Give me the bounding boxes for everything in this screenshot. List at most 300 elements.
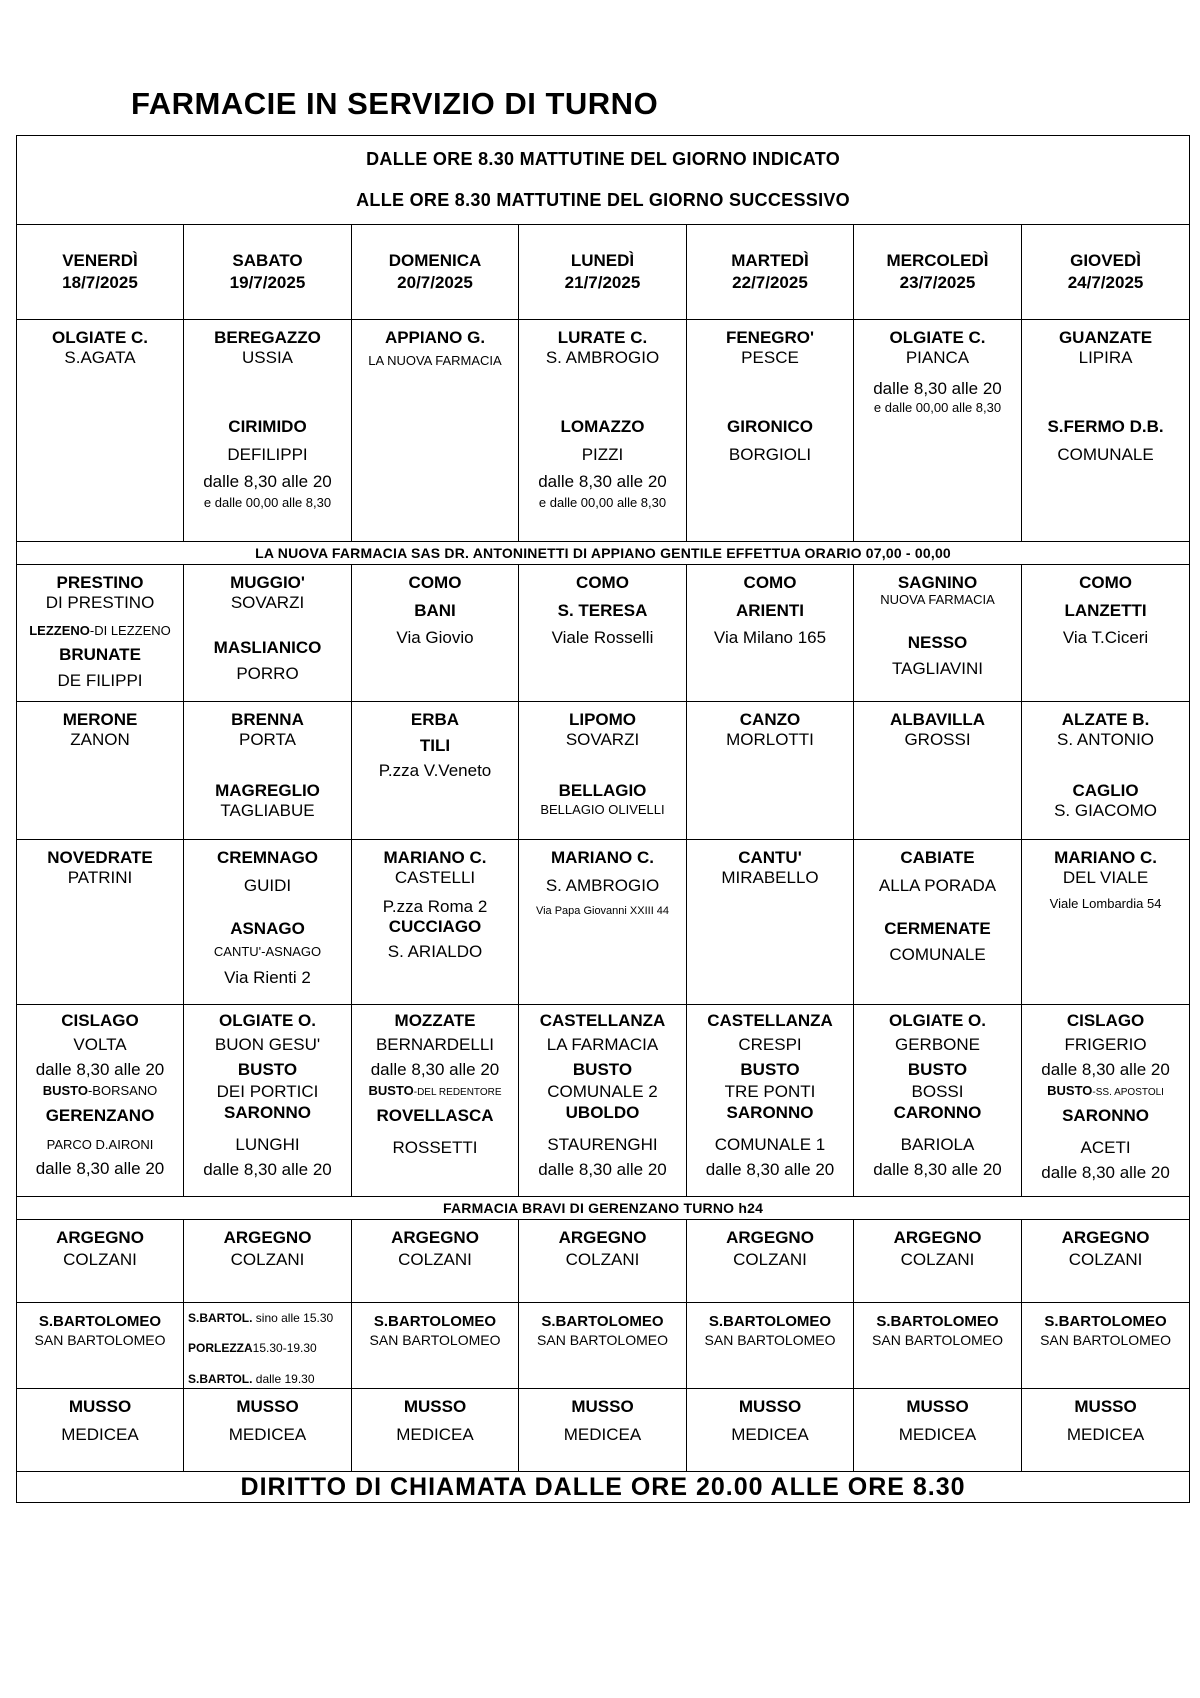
day-date: 24/7/2025: [1067, 273, 1144, 292]
pharmacy-name: PIZZI: [581, 444, 624, 464]
duty-cell: [854, 320, 1022, 542]
pharmacy-name: BARIOLA: [900, 1134, 975, 1154]
day-date: 18/7/2025: [62, 273, 138, 292]
town-name: BUSTO: [368, 1082, 414, 1098]
pharmacy-name: DEFILIPPI: [227, 444, 308, 464]
town-name: CUCCIAGO: [388, 916, 482, 936]
pharmacy-name: COMUNALE: [889, 944, 986, 964]
town-name: LEZZENO: [29, 623, 90, 639]
hours-text: e dalle 00,00 alle 8,30: [538, 494, 667, 510]
town-name: OLGIATE O.: [219, 1011, 316, 1030]
duty-row: [17, 1389, 1190, 1472]
pharmacy-name: CRESPI: [738, 1034, 802, 1054]
day-name: GIOVEDÌ: [1070, 251, 1141, 271]
hours-text: dalle 8,30 alle 20: [538, 472, 667, 492]
duty-cell: [352, 702, 519, 840]
pharmacy-name: MORLOTTI: [726, 729, 814, 749]
extra-pharmacy: [17, 624, 183, 639]
town-name: CASTELLANZA: [707, 1011, 833, 1030]
town-name: CREMNAGO: [216, 848, 319, 867]
duty-cell: [1022, 1303, 1190, 1389]
hours-text: dalle 8,30 alle 20: [705, 1160, 835, 1180]
pharmacy-name: S. AMBROGIO: [545, 875, 660, 895]
duty-row: [17, 565, 1190, 702]
duty-cell: [17, 565, 184, 702]
town-name: SARONNO: [726, 1103, 814, 1123]
pharmacy-name: GERBONE: [894, 1034, 981, 1054]
pharmacy-name: COLZANI: [63, 1249, 137, 1269]
town-name: CISLAGO: [1066, 1011, 1145, 1030]
day-header: [17, 225, 184, 320]
duty-cell: [687, 702, 854, 840]
pharmacy-name: PORRO: [236, 663, 299, 683]
duty-cell: [1022, 1005, 1190, 1197]
town-name: MUSSO: [68, 1397, 132, 1417]
pharmacy-name: COLZANI: [398, 1249, 472, 1269]
duty-cell: [352, 565, 519, 702]
duty-cell: [687, 840, 854, 1005]
pharmacy-name: DEL VIALE: [1062, 867, 1149, 887]
pharmacy-name: PESCE: [741, 347, 799, 367]
duty-cell: [854, 840, 1022, 1005]
duty-cell: [184, 702, 352, 840]
days-row: [17, 225, 1190, 320]
duty-cell: [854, 1389, 1022, 1472]
town-name: APPIANO G.: [384, 328, 486, 347]
pharmacy-name: MEDICEA: [396, 1424, 474, 1444]
hours-text: dalle 8,30 alle 20: [873, 379, 1002, 399]
pharmacy-name: SAN BARTOLOMEO: [704, 1332, 836, 1349]
town-name: S.BARTOL.: [188, 1311, 253, 1325]
town-name: MASLIANICO: [213, 638, 322, 658]
pharmacy-name: COLZANI: [565, 1249, 640, 1269]
duty-row: [17, 1303, 1190, 1389]
day-name: MARTEDÌ: [731, 251, 809, 271]
duty-cell: [184, 1220, 352, 1303]
pharmacy-name: CASTELLI: [394, 867, 476, 887]
town-name: OLGIATE O.: [889, 1011, 986, 1030]
footer-row: [17, 1472, 1190, 1503]
duty-cell: [519, 1220, 687, 1303]
day-date: 22/7/2025: [732, 273, 808, 292]
town-name: CAGLIO: [1072, 781, 1139, 801]
pharmacy-name: BOSSI: [911, 1081, 964, 1101]
town-name: MUSSO: [738, 1397, 802, 1417]
town-name: MUSSO: [906, 1397, 969, 1417]
duty-cell: [519, 1389, 687, 1472]
pharmacy-name: GROSSI: [904, 729, 971, 749]
hours-text: dalle 8,30 alle 20: [203, 1160, 332, 1180]
town-name: S.BARTOLOMEO: [876, 1313, 999, 1330]
schedule-line: [188, 1339, 351, 1357]
pharmacy-name: GUIDI: [243, 875, 292, 895]
duty-cell: [352, 1303, 519, 1389]
town-name: BUSTO: [1047, 1082, 1093, 1098]
town-name: BUSTO: [907, 1060, 968, 1080]
town-name: COMO: [408, 573, 462, 592]
town-name: S.BARTOLOMEO: [38, 1313, 162, 1330]
day-date: 20/7/2025: [397, 273, 473, 292]
pharmacy-name: SAN BARTOLOMEO: [872, 1332, 1003, 1349]
hours-text: dalle 19.30: [252, 1371, 315, 1386]
duty-cell: [1022, 702, 1190, 840]
busto-pharmacy: [1022, 1082, 1189, 1100]
pharmacy-name: MEDICEA: [61, 1424, 139, 1444]
town-name: PRESTINO: [56, 573, 144, 592]
pharmacy-name: BORGIOLI: [728, 444, 812, 464]
pharmacy-name: CANTU'-ASNAGO: [213, 943, 322, 959]
address-text: P.zza Roma 2: [382, 897, 488, 917]
duty-cell: [1022, 840, 1190, 1005]
duty-row: [17, 1005, 1190, 1197]
pharmacy-name: BERNARDELLI: [375, 1034, 495, 1054]
duty-cell: [17, 702, 184, 840]
pharmacy-name: STAURENGHI: [547, 1134, 658, 1154]
pharmacy-name: S. TERESA: [557, 600, 648, 620]
duty-cell: [17, 1005, 184, 1197]
duty-cell: [854, 1303, 1022, 1389]
pharmacy-name: FRIGERIO: [1064, 1034, 1147, 1054]
town-name: ARGEGNO: [558, 1228, 647, 1247]
duty-cell: [687, 1389, 854, 1472]
town-name: MERONE: [62, 710, 138, 729]
pharmacy-name: MEDICEA: [228, 1424, 307, 1444]
pharmacy-name: TRE PONTI: [724, 1081, 816, 1101]
pharmacy-name: COLZANI: [900, 1249, 975, 1269]
town-name: ARGEGNO: [56, 1228, 144, 1247]
pharmacy-name: USSIA: [241, 347, 294, 367]
town-name: PORLEZZA: [188, 1341, 253, 1356]
duty-cell: [687, 320, 854, 542]
hours-text: dalle 8,30 alle 20: [873, 1160, 1002, 1180]
town-name: COMO: [743, 573, 797, 592]
pharmacy-name: TILI: [419, 735, 451, 755]
day-header: [184, 225, 352, 320]
hours-text: dalle 8,30 alle 20: [203, 472, 332, 492]
town-name: FENEGRO': [725, 328, 815, 347]
town-name: MARIANO C.: [383, 848, 487, 867]
hours-text: e dalle 00,00 alle 8,30: [873, 399, 1002, 415]
pharmacy-name: S.AGATA: [64, 347, 136, 367]
pharmacy-name: LA NUOVA FARMACIA: [368, 352, 502, 368]
duty-cell: [1022, 1220, 1190, 1303]
address-text: Via Papa Giovanni XXIII 44: [535, 905, 670, 918]
town-name: ALZATE B.: [1061, 710, 1150, 729]
town-name: ARGEGNO: [223, 1228, 312, 1247]
hours-text: sino alle 15.30: [252, 1311, 334, 1325]
address-text: P.zza V.Veneto: [378, 761, 492, 781]
pharmacy-name: S. ARIALDO: [387, 942, 483, 962]
town-name: CASTELLANZA: [539, 1011, 666, 1030]
town-name: LOMAZZO: [560, 417, 645, 437]
duty-cell: [519, 320, 687, 542]
duty-cell: [1022, 320, 1190, 542]
pharmacy-name: ACETI: [1080, 1137, 1131, 1157]
hours-text: dalle 8,30 alle 20: [1041, 1163, 1170, 1183]
duty-cell: [184, 320, 352, 542]
town-name: MUGGIO': [230, 573, 305, 592]
duty-cell: [184, 1389, 352, 1472]
pharmacy-name: SOVARZI: [565, 729, 640, 749]
duty-cell: [519, 1005, 687, 1197]
hours-text: dalle 8,30 alle 20: [538, 1160, 667, 1180]
pharmacy-name: MEDICEA: [898, 1424, 977, 1444]
footer-note: DIRITTO DI CHIAMATA DALLE ORE 20.00 ALLE ORE 8.30: [17, 1472, 1190, 1503]
day-header: [687, 225, 854, 320]
town-name: COMO: [576, 573, 629, 592]
pharmacy-name: DE FILIPPI: [57, 670, 143, 690]
town-name: CIRIMIDO: [228, 417, 307, 437]
pharmacy-name: NUOVA FARMACIA: [880, 591, 995, 607]
address-text: Via Rienti 2: [224, 967, 311, 987]
note-appiano: LA NUOVA FARMACIA SAS DR. ANTONINETTI DI APPIANO GENTILE EFFETTUA ORARIO 07,00 - 00,00: [17, 542, 1190, 565]
town-name: LURATE C.: [557, 328, 648, 347]
pharmacy-name: DI PRESTINO: [45, 592, 155, 612]
schedule-header: [17, 136, 1190, 225]
town-name: MARIANO C.: [551, 848, 654, 867]
hours-text: 15.30-19.30: [252, 1341, 317, 1356]
pharmacy-name: TAGLIAVINI: [891, 659, 983, 679]
town-name: ARGEGNO: [893, 1228, 982, 1247]
duty-cell: [352, 320, 519, 542]
pharmacy-name: S. GIACOMO: [1054, 800, 1158, 820]
town-name: ARGEGNO: [726, 1228, 814, 1247]
pharmacy-name: COLZANI: [733, 1249, 807, 1269]
day-name: VENERDÌ: [62, 251, 138, 271]
town-name: BUSTO: [740, 1060, 800, 1080]
town-name: MOZZATE: [394, 1011, 476, 1030]
town-name: OLGIATE C.: [889, 328, 986, 347]
town-name: BEREGAZZO: [214, 328, 321, 347]
pharmacy-name: PARCO D.AIRONI: [46, 1136, 154, 1152]
pharmacy-name: SAN BARTOLOMEO: [537, 1332, 668, 1349]
duty-row: [17, 1220, 1190, 1303]
duty-cell: [352, 1005, 519, 1197]
duty-cell: [352, 1220, 519, 1303]
town-name: S.BARTOLOMEO: [708, 1313, 832, 1330]
duty-cell: [184, 1303, 352, 1389]
town-name: CARONNO: [893, 1103, 982, 1123]
town-name: CABIATE: [900, 848, 975, 867]
town-name: ERBA: [410, 710, 460, 729]
duty-cell: [687, 565, 854, 702]
duty-cell: [184, 1005, 352, 1197]
pharmacy-name: MIRABELLO: [721, 867, 819, 887]
duty-row: [17, 702, 1190, 840]
town-name: ALBAVILLA: [889, 710, 986, 729]
day-header: [352, 225, 519, 320]
duty-cell: [17, 1220, 184, 1303]
town-name: SARONNO: [224, 1103, 311, 1123]
pharmacy-name: COMUNALE 2: [547, 1081, 658, 1101]
duty-cell: [352, 840, 519, 1005]
pharmacy-name: COLZANI: [230, 1249, 305, 1269]
duty-cell: [854, 1220, 1022, 1303]
town-name: CERMENATE: [884, 919, 991, 939]
town-name: SAGNINO: [897, 573, 978, 592]
pharmacy-name: S. ANTONIO: [1057, 729, 1155, 749]
hours-text: dalle 8,30 alle 20: [35, 1158, 165, 1178]
day-header: [854, 225, 1022, 320]
pharmacy-name: ROSSETTI: [392, 1137, 478, 1157]
town-name: BRUNATE: [59, 645, 141, 665]
duty-cell: [184, 565, 352, 702]
pharmacy-name: PATRINI: [67, 867, 133, 887]
day-name: LUNEDÌ: [570, 251, 635, 271]
town-name: MARIANO C.: [1054, 848, 1158, 867]
pharmacy-name: SAN BARTOLOMEO: [369, 1332, 501, 1349]
town-name: ARGEGNO: [1061, 1228, 1150, 1247]
duty-row: [17, 320, 1190, 542]
duty-cell: [184, 840, 352, 1005]
busto-pharmacy: [17, 1082, 183, 1100]
pharmacy-name: TAGLIABUE: [220, 800, 315, 820]
pharmacy-name: LA FARMACIA: [546, 1034, 659, 1054]
town-name: MUSSO: [1074, 1397, 1137, 1417]
duty-cell: [17, 840, 184, 1005]
pharmacy-name: DEI PORTICI: [216, 1081, 319, 1101]
town-name: BRENNA: [231, 710, 304, 729]
pharmacy-name: -DI LEZZENO: [89, 623, 171, 639]
pharmacy-name: ZANON: [70, 729, 130, 749]
busto-pharmacy: [352, 1082, 518, 1100]
town-name: BUSTO: [572, 1060, 633, 1080]
town-name: S.FERMO D.B.: [1047, 417, 1164, 437]
pharmacy-name: LIPIRA: [1078, 347, 1133, 367]
duty-cell: [1022, 1389, 1190, 1472]
pharmacy-name: BUON GESU': [214, 1034, 321, 1054]
pharmacy-name: -DEL REDENTORE: [413, 1086, 502, 1098]
town-name: GIRONICO: [727, 417, 813, 437]
town-name: ROVELLASCA: [376, 1106, 494, 1126]
day-date: 23/7/2025: [899, 273, 976, 292]
town-name: MUSSO: [571, 1397, 634, 1417]
duty-cell: [1022, 565, 1190, 702]
hours-text: dalle 8,30 alle 20: [1041, 1060, 1170, 1080]
note-gerenzano: FARMACIA BRAVI DI GERENZANO TURNO h24: [17, 1197, 1190, 1220]
header-line-1: DALLE ORE 8.30 MATTUTINE DEL GIORNO INDICATO: [366, 149, 840, 170]
pharmacy-name: BANI: [414, 600, 456, 620]
address-text: Viale Lombardia 54: [1049, 896, 1162, 912]
town-name: BELLAGIO: [558, 781, 647, 801]
pharmacy-name: COMUNALE: [1057, 444, 1154, 464]
duty-cell: [17, 320, 184, 542]
pharmacy-name: COLZANI: [1068, 1249, 1143, 1269]
pharmacy-name: SAN BARTOLOMEO: [34, 1332, 166, 1349]
town-name: ASNAGO: [230, 919, 305, 939]
pharmacy-name: MEDICEA: [563, 1424, 642, 1444]
hours-text: e dalle 00,00 alle 8,30: [203, 494, 332, 510]
pharmacy-name: ALLA PORADA: [878, 875, 997, 895]
town-name: BUSTO: [237, 1060, 298, 1080]
schedule-line: [188, 1309, 351, 1327]
pharmacy-name: LUNGHI: [235, 1134, 300, 1154]
town-name: GERENZANO: [45, 1106, 155, 1126]
town-name: CANZO: [739, 710, 801, 729]
day-header: [1022, 225, 1190, 320]
pharmacy-name: MEDICEA: [1066, 1424, 1145, 1444]
duty-cell: [687, 1303, 854, 1389]
town-name: NOVEDRATE: [47, 848, 153, 867]
duty-cell: [352, 1389, 519, 1472]
pharmacy-name: MEDICEA: [731, 1424, 809, 1444]
note-row: [17, 1197, 1190, 1220]
pharmacy-name: -SS. APOSTOLI: [1092, 1086, 1164, 1098]
page-title: FARMACIE IN SERVIZIO DI TURNO: [131, 86, 659, 121]
duty-cell: [687, 1220, 854, 1303]
town-name: COMO: [1079, 573, 1132, 592]
town-name: LIPOMO: [568, 710, 637, 729]
pharmacy-name: ARIENTI: [736, 600, 804, 620]
duty-cell: [17, 1303, 184, 1389]
town-name: NESSO: [907, 633, 968, 653]
day-name: DOMENICA: [388, 251, 482, 271]
day-date: 21/7/2025: [564, 273, 641, 292]
schedule-line: [188, 1370, 351, 1388]
town-name: ARGEGNO: [391, 1228, 479, 1247]
town-name: MUSSO: [236, 1397, 299, 1417]
duty-cell: [519, 840, 687, 1005]
address-text: Viale Rosselli: [551, 628, 654, 648]
duty-cell: [854, 1005, 1022, 1197]
town-name: S.BARTOLOMEO: [541, 1313, 664, 1330]
town-name: CANTU': [738, 848, 802, 867]
town-name: S.BARTOL.: [188, 1371, 253, 1386]
town-name: SARONNO: [1062, 1106, 1149, 1126]
address-text: Via T.Ciceri: [1062, 628, 1149, 648]
duty-cell: [854, 702, 1022, 840]
duty-cell: [854, 565, 1022, 702]
town-name: BUSTO: [42, 1082, 88, 1098]
day-date: 19/7/2025: [229, 273, 306, 292]
hours-text: dalle 8,30 alle 20: [35, 1060, 165, 1080]
town-name: GUANZATE: [1058, 328, 1153, 347]
pharmacy-name: COMUNALE 1: [714, 1134, 826, 1154]
duty-row: [17, 840, 1190, 1005]
pharmacy-name: LANZETTI: [1064, 600, 1147, 620]
header-row: [17, 136, 1190, 225]
town-name: UBOLDO: [565, 1103, 640, 1123]
duty-schedule-table: [16, 135, 1190, 1503]
town-name: S.BARTOLOMEO: [373, 1313, 497, 1330]
note-row: [17, 542, 1190, 565]
town-name: S.BARTOLOMEO: [1044, 1313, 1167, 1330]
pharmacy-name: -BORSANO: [87, 1082, 158, 1098]
hours-text: dalle 8,30 alle 20: [370, 1060, 500, 1080]
duty-cell: [519, 702, 687, 840]
town-name: MAGREGLIO: [215, 781, 320, 801]
duty-cell: [687, 1005, 854, 1197]
address-text: Via Giovio: [396, 628, 474, 648]
day-name: MERCOLEDÌ: [886, 251, 989, 271]
day-header: [519, 225, 687, 320]
town-name: OLGIATE C.: [51, 328, 148, 347]
duty-cell: [519, 565, 687, 702]
address-text: Via Milano 165: [713, 628, 827, 648]
header-line-2: ALLE ORE 8.30 MATTUTINE DEL GIORNO SUCCESSIVO: [356, 190, 850, 210]
day-name: SABATO: [232, 251, 303, 271]
pharmacy-name: S. AMBROGIO: [545, 347, 660, 367]
pharmacy-name: PIANCA: [905, 347, 970, 367]
duty-cell: [519, 1303, 687, 1389]
pharmacy-name: BELLAGIO OLIVELLI: [540, 801, 665, 817]
duty-cell: [17, 1389, 184, 1472]
pharmacy-name: VOLTA: [73, 1034, 127, 1054]
town-name: CISLAGO: [61, 1011, 139, 1030]
town-name: MUSSO: [403, 1397, 467, 1417]
pharmacy-name: PORTA: [239, 729, 296, 749]
pharmacy-name: SAN BARTOLOMEO: [1040, 1332, 1172, 1349]
